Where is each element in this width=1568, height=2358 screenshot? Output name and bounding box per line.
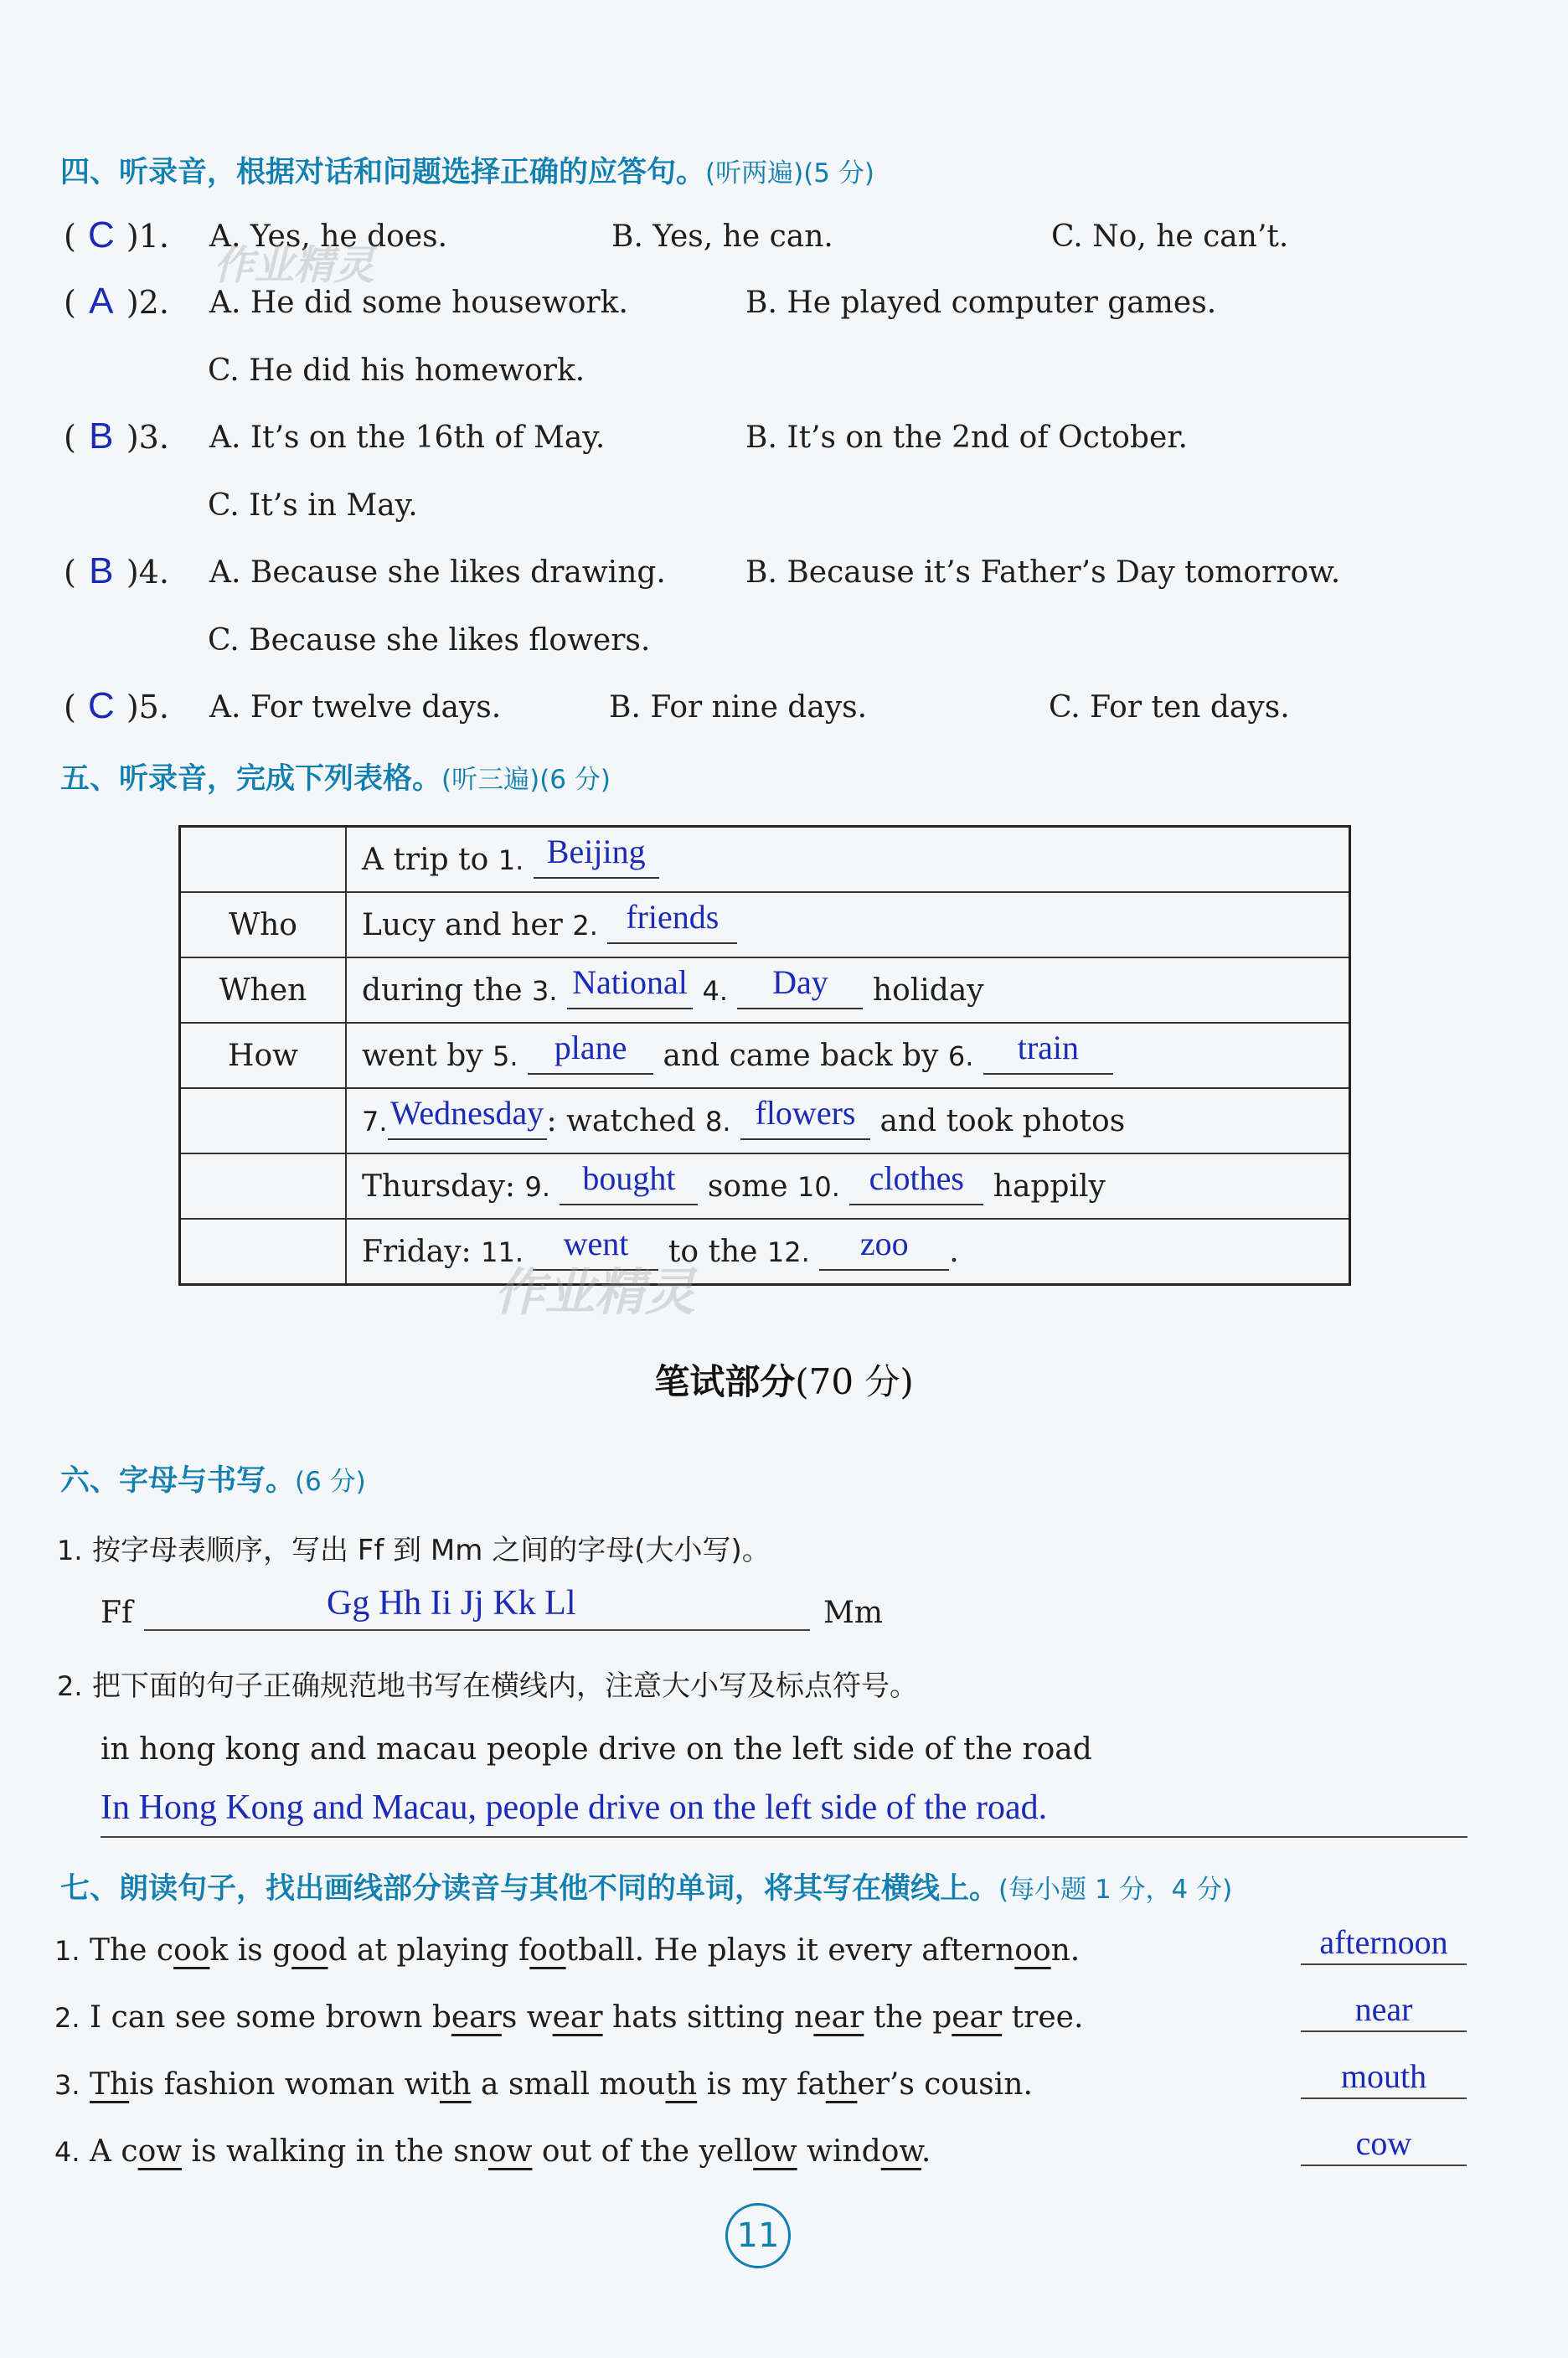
blank-4 (737, 963, 863, 1009)
blank-number: 4. (702, 975, 728, 1007)
q4-1-option-a: A. Yes, he does. (209, 219, 448, 254)
q4-2-option-a: A. He did some housework. (209, 286, 628, 320)
paren-open: ( (64, 218, 76, 255)
row-label: When (180, 957, 347, 1023)
q4-4-answer: B (89, 550, 114, 591)
q4-5-option-c: C. For ten days. (1049, 690, 1290, 725)
row-text: holiday (872, 973, 984, 1008)
row-content (346, 1088, 1350, 1153)
row-text: happily (993, 1169, 1106, 1204)
q7-2-number: 2. (54, 2002, 80, 2034)
page-number: 11 (725, 2203, 791, 2268)
table-row (180, 892, 1350, 957)
row-content (346, 827, 1350, 893)
blank-number: 1. (498, 844, 524, 876)
table-row (180, 1153, 1350, 1219)
q4-3-option-b: B. It’s on the 2nd of October. (745, 421, 1188, 455)
q4-4-option-b: B. Because it’s Father’s Day tomorrow. (745, 555, 1341, 590)
row-text: Thursday: (362, 1169, 525, 1204)
q4-5-answer: C (87, 685, 115, 726)
blank-10-answer: clothes (869, 1159, 964, 1197)
row-text: Friday: (362, 1235, 482, 1269)
q4-4-option-a: A. Because she likes drawing. (209, 555, 666, 590)
row-text: and took photos (879, 1104, 1126, 1138)
table-row (180, 827, 1350, 893)
row-text: went by (362, 1039, 493, 1073)
paren-open: ( (64, 689, 76, 725)
q4-2-option-b: B. He played computer games. (745, 286, 1217, 320)
row-content (346, 1153, 1350, 1219)
trip-table (178, 825, 1351, 1286)
section-6-note: (6 分) (295, 1467, 366, 1497)
blank-7 (388, 1094, 547, 1140)
row-label: How (180, 1023, 347, 1088)
q6-2-text: 把下面的句子正确规范地书写在横线内，注意大小写及标点符号。 (91, 1669, 918, 1703)
watermark: 作业精灵 (214, 242, 375, 289)
q6-1-answer: Gg Hh Ii Jj Kk Ll (327, 1584, 576, 1623)
q7-1-number: 1. (54, 1935, 80, 1967)
q7-2-answer: near (1301, 1989, 1467, 2032)
blank-number: 2. (572, 910, 598, 942)
q4-1-answer: C (87, 214, 115, 255)
q7-4-answer: cow (1301, 2123, 1467, 2166)
q4-4-answer-slot (64, 550, 169, 592)
q4-2-answer: A (89, 281, 114, 322)
blank-12 (819, 1225, 949, 1271)
written-title-text: 笔试部分 (654, 1361, 796, 1402)
row-text: Lucy and her (362, 908, 573, 942)
q6-1-text: 按字母表顺序，写出 Ff 到 Mm 之间的字母(大小写)。 (91, 1534, 771, 1567)
row-text: and came back by (663, 1039, 948, 1073)
paren-open: ( (64, 284, 76, 321)
row-label (180, 1153, 347, 1219)
section-7-title (60, 1865, 1232, 1907)
q4-5-number: )5. (126, 689, 169, 725)
q4-1-number: )1. (126, 218, 169, 255)
q7-4-number: 4. (54, 2136, 80, 2168)
blank-9-answer: bought (582, 1159, 676, 1197)
section-5-title-text: 五、听录音，完成下列表格。 (60, 762, 442, 796)
section-5-title (60, 756, 611, 797)
blank-10 (849, 1159, 983, 1205)
q7-1-sentence: 1. The cook is good at playing football. He plays it every afternoon. (54, 1933, 1081, 1968)
q4-1-option-c: C. No, he can’t. (1051, 219, 1289, 254)
section-4-title-text: 四、听录音，根据对话和问题选择正确的应答句。 (60, 156, 706, 189)
row-text: . (949, 1235, 959, 1269)
row-text: to the (668, 1235, 767, 1269)
written-part-title (0, 1354, 1568, 1405)
blank-5 (528, 1029, 653, 1075)
blank-number: 9. (524, 1171, 551, 1203)
blank-number: 7. (362, 1106, 388, 1138)
blank-number: 12. (766, 1236, 810, 1268)
section-5-note: (听三遍)(6 分) (441, 765, 611, 795)
q4-5-option-b: B. For nine days. (609, 690, 868, 725)
blank-2 (607, 898, 737, 944)
blank-9 (560, 1159, 698, 1205)
row-text: during the (362, 973, 533, 1008)
q4-5-answer-slot (64, 685, 169, 727)
paren-open: ( (64, 419, 76, 456)
table-row (180, 1023, 1350, 1088)
q4-2-answer-slot (64, 281, 169, 322)
blank-7-answer: Wednesday (389, 1094, 544, 1132)
q6-2-answer: In Hong Kong and Macau, people drive on the left side of the road. (101, 1788, 1048, 1827)
blank-number: 8. (705, 1106, 731, 1138)
row-label (180, 1088, 347, 1153)
blank-6-answer: train (1017, 1029, 1080, 1066)
q6-2 (57, 1663, 918, 1704)
q4-4-option-c: C. Because she likes flowers. (208, 623, 651, 658)
blank-11-answer: went (563, 1225, 629, 1262)
q6-1-left-letter: Ff (101, 1596, 133, 1630)
q6-1-right-letter: Mm (823, 1596, 883, 1630)
paren-open: ( (64, 554, 76, 591)
table-row (180, 957, 1350, 1023)
row-text: : watched (546, 1104, 705, 1138)
blank-4-answer: Day (772, 963, 828, 1001)
written-title-points: (70 分) (795, 1361, 914, 1402)
q4-2-number: )2. (126, 284, 169, 321)
q7-3-answer: mouth (1301, 2056, 1467, 2099)
q7-1-answer: afternoon (1301, 1922, 1467, 1965)
blank-12-answer: zoo (859, 1225, 909, 1262)
q7-3-sentence: 3. This fashion woman with a small mouth is my father’s cousin. (54, 2067, 1033, 2102)
blank-number: 5. (493, 1040, 518, 1072)
watermark: 作业精灵 (494, 1263, 695, 1322)
q4-2-option-c: C. He did his homework. (208, 353, 585, 388)
q4-1-answer-slot (64, 214, 169, 256)
q7-4-sentence: 4. A cow is walking in the snow out of the yellow window. (54, 2134, 931, 2169)
table-row (180, 1219, 1350, 1285)
q4-4-number: )4. (126, 554, 169, 591)
blank-6 (983, 1029, 1113, 1075)
q6-1-answer-line (144, 1629, 810, 1631)
section-7-title-text: 七、朗读句子，找出画线部分读音与其他不同的单词，将其写在横线上。 (60, 1872, 999, 1906)
blank-5-answer: plane (554, 1029, 627, 1066)
blank-number: 10. (797, 1171, 840, 1203)
q4-1-option-b: B. Yes, he can. (611, 219, 833, 254)
blank-3-answer: National (572, 963, 688, 1001)
blank-1 (534, 833, 659, 879)
row-content (346, 1023, 1350, 1088)
blank-3 (567, 963, 693, 1009)
blank-8-answer: flowers (755, 1094, 856, 1132)
section-4-note: (听两遍)(5 分) (705, 158, 874, 188)
q6-2-source-sentence: in hong kong and macau people drive on the left side of the road (101, 1732, 1092, 1767)
section-6-title (60, 1458, 366, 1499)
q6-1 (57, 1527, 771, 1568)
q4-3-answer-slot (64, 415, 169, 457)
row-content (346, 892, 1350, 957)
q4-3-option-c: C. It’s in May. (208, 488, 418, 523)
table-row (180, 1088, 1350, 1153)
q4-3-number: )3. (126, 419, 169, 456)
row-content (346, 957, 1350, 1023)
blank-number: 11. (481, 1236, 524, 1268)
q4-3-answer: B (89, 415, 114, 457)
blank-1-answer: Beijing (546, 833, 646, 870)
row-text: some (707, 1169, 797, 1204)
blank-2-answer: friends (626, 898, 720, 936)
blank-number: 6. (947, 1040, 974, 1072)
section-4-title (60, 149, 874, 191)
q4-3-option-a: A. It’s on the 16th of May. (209, 421, 606, 455)
q6-2-answer-line (101, 1836, 1467, 1838)
q6-2-number: 2. (57, 1670, 83, 1702)
blank-number: 3. (532, 975, 558, 1007)
row-label (180, 1219, 347, 1285)
section-7-note: (每小题 1 分，4 分) (998, 1875, 1233, 1905)
row-text: A trip to (362, 843, 498, 877)
q7-2-sentence: 2. I can see some brown bears wear hats sitting near the pear tree. (54, 2000, 1084, 2035)
q6-1-number: 1. (57, 1535, 83, 1566)
section-6-title-text: 六、字母与书写。 (60, 1464, 296, 1498)
q4-5-option-a: A. For twelve days. (209, 690, 502, 725)
row-label (180, 827, 347, 893)
blank-8 (740, 1094, 870, 1140)
row-label: Who (180, 892, 347, 957)
q7-3-number: 3. (54, 2069, 80, 2101)
